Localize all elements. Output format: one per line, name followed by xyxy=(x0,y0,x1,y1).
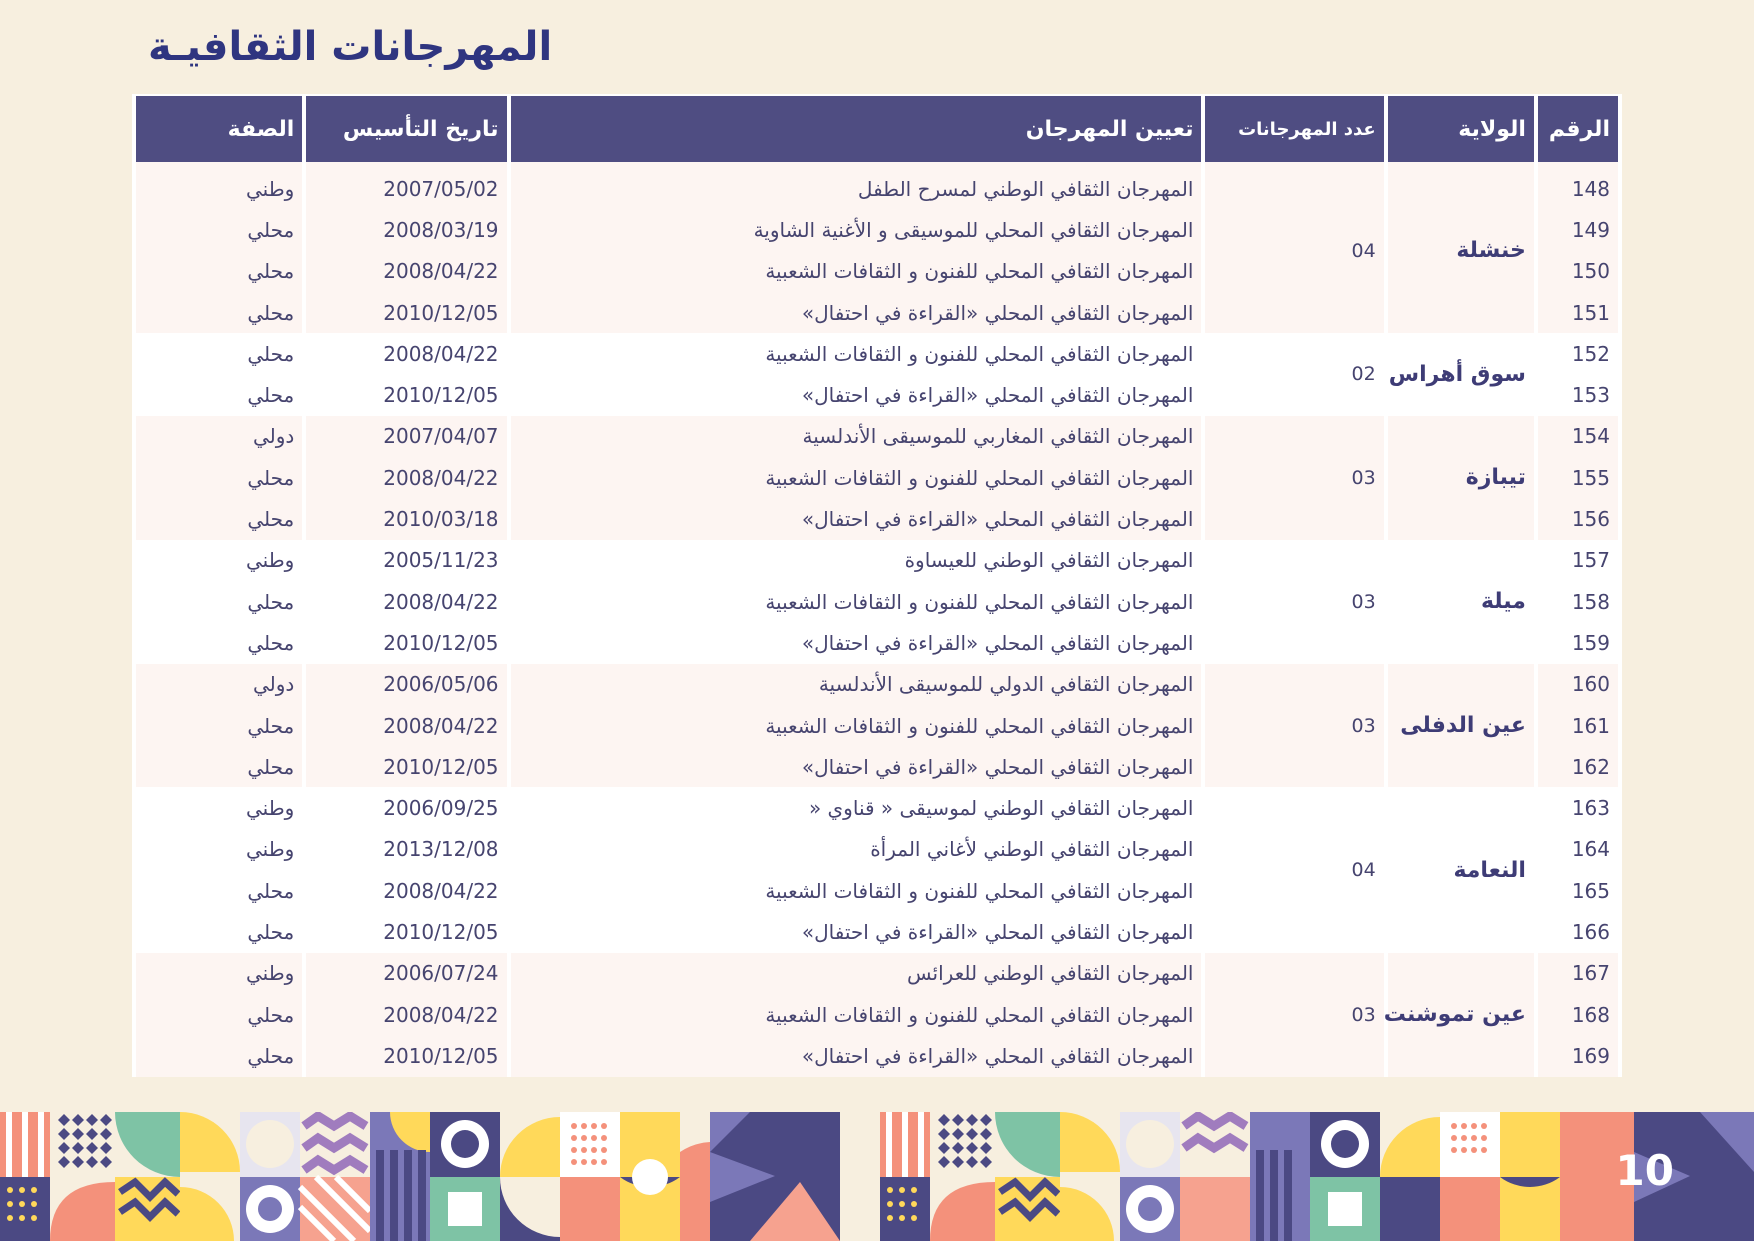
header-festival: تعيين المهرجان xyxy=(511,94,1202,162)
festival-name-cell: المهرجان الثقافي المحلي للفنون و الثقافات الشعبية xyxy=(511,581,1202,622)
founded-date-cell: 2008/04/22 xyxy=(306,870,506,911)
wilaya-cell: عين تموشنت xyxy=(1388,953,1534,1077)
header-number: الرقم xyxy=(1538,94,1618,162)
decorative-geometric-banner xyxy=(0,1112,1754,1241)
status-cell: وطني xyxy=(136,787,302,828)
status-cell: محلي xyxy=(136,870,302,911)
festival-count-cell: 03 xyxy=(1205,416,1383,540)
festival-name-cell: المهرجان الثقافي المحلي للفنون و الثقافات الشعبية xyxy=(511,333,1202,374)
status-cell: وطني xyxy=(136,162,302,209)
status-cell: وطني xyxy=(136,953,302,994)
festival-count-cell: 03 xyxy=(1205,664,1383,788)
status-cell: محلي xyxy=(136,911,302,952)
row-number: 162 xyxy=(1538,746,1618,787)
status-cell: وطني xyxy=(136,829,302,870)
festival-count-cell: 02 xyxy=(1205,333,1383,416)
table-body xyxy=(136,162,1618,1077)
status-cell: محلي xyxy=(136,498,302,539)
founded-date-cell: 2006/09/25 xyxy=(306,787,506,828)
table-row xyxy=(136,333,1618,374)
page-title: المهرجانات الثقافيـة xyxy=(148,24,553,70)
row-number: 169 xyxy=(1538,1035,1618,1076)
festival-name-cell: المهرجان الثقافي المحلي للفنون و الثقافات الشعبية xyxy=(511,705,1202,746)
festival-name-cell: المهرجان الثقافي المحلي «القراءة في احتفال» xyxy=(511,911,1202,952)
table-row xyxy=(136,416,1618,457)
table-header-row xyxy=(136,94,1618,162)
row-number: 153 xyxy=(1538,374,1618,415)
row-number: 161 xyxy=(1538,705,1618,746)
page-number: 10 xyxy=(1615,1146,1674,1195)
wilaya-cell: خنشلة xyxy=(1388,162,1534,333)
header-count: عدد المهرجانات xyxy=(1205,94,1383,162)
founded-date-cell: 2008/04/22 xyxy=(306,994,506,1035)
festival-count-cell: 03 xyxy=(1205,540,1383,664)
status-cell: دولي xyxy=(136,664,302,705)
founded-date-cell: 2008/04/22 xyxy=(306,457,506,498)
status-cell: محلي xyxy=(136,251,302,292)
festival-name-cell: المهرجان الثقافي الوطني للعرائس xyxy=(511,953,1202,994)
founded-date-cell: 2010/12/05 xyxy=(306,911,506,952)
status-cell: محلي xyxy=(136,457,302,498)
row-number: 155 xyxy=(1538,457,1618,498)
festival-name-cell: المهرجان الثقافي المحلي للفنون و الثقافات الشعبية xyxy=(511,251,1202,292)
table-row xyxy=(136,953,1618,994)
row-number: 156 xyxy=(1538,498,1618,539)
festival-count-cell: 04 xyxy=(1205,162,1383,333)
founded-date-cell: 2006/05/06 xyxy=(306,664,506,705)
founded-date-cell: 2010/12/05 xyxy=(306,292,506,333)
table-row xyxy=(136,540,1618,581)
row-number: 165 xyxy=(1538,870,1618,911)
pattern-tile-a xyxy=(0,1112,300,1241)
founded-date-cell: 2010/12/05 xyxy=(306,622,506,663)
status-cell: محلي xyxy=(136,292,302,333)
status-cell: محلي xyxy=(136,209,302,250)
founded-date-cell: 2010/12/05 xyxy=(306,374,506,415)
festival-name-cell: المهرجان الثقافي المحلي «القراءة في احتفال» xyxy=(511,1035,1202,1076)
festival-name-cell: المهرجان الثقافي المحلي للموسيقى و الأغنية الشاوية xyxy=(511,209,1202,250)
festival-name-cell: المهرجان الثقافي المحلي للفنون و الثقافات الشعبية xyxy=(511,870,1202,911)
founded-date-cell: 2010/03/18 xyxy=(306,498,506,539)
founded-date-cell: 2005/11/23 xyxy=(306,540,506,581)
table-row xyxy=(136,787,1618,828)
wilaya-cell: تيبازة xyxy=(1388,416,1534,540)
festival-name-cell: المهرجان الثقافي المحلي «القراءة في احتفال» xyxy=(511,622,1202,663)
status-cell: محلي xyxy=(136,374,302,415)
founded-date-cell: 2008/03/19 xyxy=(306,209,506,250)
festival-name-cell: المهرجان الثقافي الوطني للعيساوة xyxy=(511,540,1202,581)
founded-date-cell: 2007/04/07 xyxy=(306,416,506,457)
row-number: 157 xyxy=(1538,540,1618,581)
festivals-table-container xyxy=(132,94,1622,1077)
row-number: 148 xyxy=(1538,162,1618,209)
header-status: الصفة xyxy=(136,94,302,162)
wilaya-cell: ميلة xyxy=(1388,540,1534,664)
founded-date-cell: 2006/07/24 xyxy=(306,953,506,994)
festival-name-cell: المهرجان الثقافي المحلي «القراءة في احتفال» xyxy=(511,498,1202,539)
festival-name-cell: المهرجان الثقافي المحلي «القراءة في احتفال» xyxy=(511,292,1202,333)
wilaya-cell: سوق أهراس xyxy=(1388,333,1534,416)
status-cell: دولي xyxy=(136,416,302,457)
founded-date-cell: 2013/12/08 xyxy=(306,829,506,870)
festival-name-cell: المهرجان الثقافي المغاربي للموسيقى الأندلسية xyxy=(511,416,1202,457)
header-wilaya: الولاية xyxy=(1388,94,1534,162)
festival-count-cell: 03 xyxy=(1205,953,1383,1077)
row-number: 152 xyxy=(1538,333,1618,374)
wilaya-cell: النعامة xyxy=(1388,787,1534,952)
row-number: 150 xyxy=(1538,251,1618,292)
status-cell: وطني xyxy=(136,540,302,581)
festival-name-cell: المهرجان الثقافي المحلي للفنون و الثقافات الشعبية xyxy=(511,457,1202,498)
table-row xyxy=(136,664,1618,705)
founded-date-cell: 2008/04/22 xyxy=(306,581,506,622)
festival-name-cell: المهرجان الثقافي المحلي «القراءة في احتفال» xyxy=(511,374,1202,415)
row-number: 164 xyxy=(1538,829,1618,870)
row-number: 163 xyxy=(1538,787,1618,828)
founded-date-cell: 2008/04/22 xyxy=(306,251,506,292)
festival-name-cell: المهرجان الثقافي المحلي «القراءة في احتفال» xyxy=(511,746,1202,787)
row-number: 166 xyxy=(1538,911,1618,952)
founded-date-cell: 2010/12/05 xyxy=(306,1035,506,1076)
festival-name-cell: المهرجان الثقافي المحلي للفنون و الثقافات الشعبية xyxy=(511,994,1202,1035)
table-row xyxy=(136,162,1618,209)
festivals-table xyxy=(132,94,1622,1077)
founded-date-cell: 2008/04/22 xyxy=(306,333,506,374)
row-number: 167 xyxy=(1538,953,1618,994)
festival-name-cell: المهرجان الثقافي الوطني لمسرح الطفل xyxy=(511,162,1202,209)
festival-count-cell: 04 xyxy=(1205,787,1383,952)
row-number: 151 xyxy=(1538,292,1618,333)
row-number: 168 xyxy=(1538,994,1618,1035)
pattern-tile-c xyxy=(560,1112,840,1241)
pattern-tile-b xyxy=(300,1112,560,1241)
status-cell: محلي xyxy=(136,705,302,746)
status-cell: محلي xyxy=(136,333,302,374)
header-founded: تاريخ التأسيس xyxy=(306,94,506,162)
festival-name-cell: المهرجان الثقافي الوطني لأغاني المرأة xyxy=(511,829,1202,870)
festival-name-cell: المهرجان الثقافي الوطني لموسيقى « قناوي « xyxy=(511,787,1202,828)
row-number: 154 xyxy=(1538,416,1618,457)
festival-name-cell: المهرجان الثقافي الدولي للموسيقى الأندلسية xyxy=(511,664,1202,705)
founded-date-cell: 2010/12/05 xyxy=(306,746,506,787)
status-cell: محلي xyxy=(136,1035,302,1076)
status-cell: محلي xyxy=(136,581,302,622)
row-number: 158 xyxy=(1538,581,1618,622)
row-number: 149 xyxy=(1538,209,1618,250)
row-number: 160 xyxy=(1538,664,1618,705)
founded-date-cell: 2007/05/02 xyxy=(306,162,506,209)
status-cell: محلي xyxy=(136,746,302,787)
status-cell: محلي xyxy=(136,994,302,1035)
wilaya-cell: عين الدفلى xyxy=(1388,664,1534,788)
status-cell: محلي xyxy=(136,622,302,663)
founded-date-cell: 2008/04/22 xyxy=(306,705,506,746)
row-number: 159 xyxy=(1538,622,1618,663)
